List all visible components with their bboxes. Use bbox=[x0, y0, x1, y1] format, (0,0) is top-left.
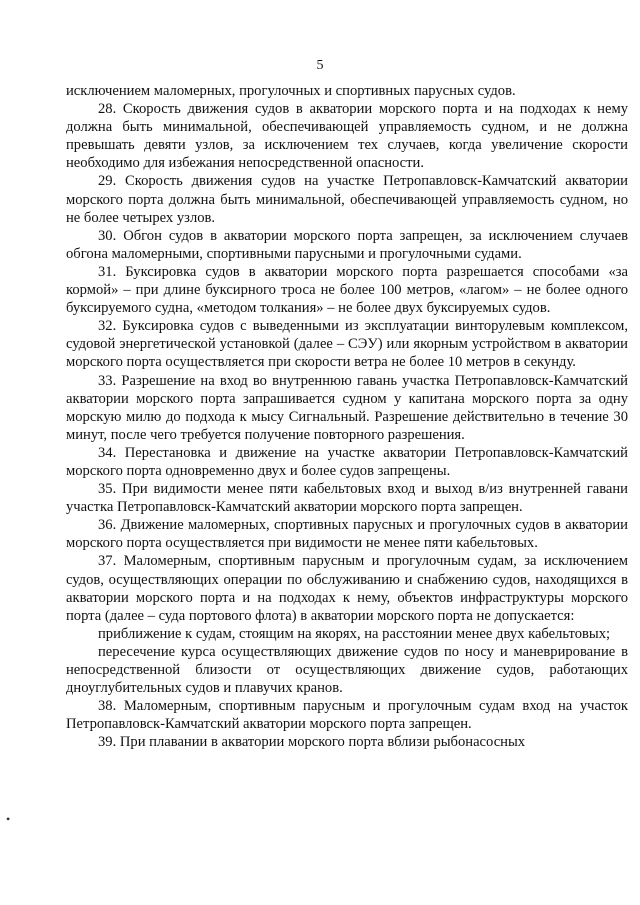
paragraph-37-item-2: пересечение курса осуществляющих движение судов по носу и маневрирование в непосредственной близости от осуществляющих движение судов, работающих дноуглубительных судов и плавучих кранов. bbox=[66, 643, 628, 697]
paragraph-28: 28. Скорость движения судов в акватории морского порта и на подходах к нему должна быть минимальной, обеспечивающей управляемость судном, и не должна превышать девяти узлов, за исключением тех случаев, когда увеличение скорости необходимо для избежания непосредственной опасности. bbox=[66, 101, 628, 172]
paragraph-36: 36. Движение маломерных, спортивных парусных и прогулочных судов в акватории морского порта осуществляется при видимости не менее пяти кабельтовых. bbox=[66, 517, 628, 552]
paragraph-35: 35. При видимости менее пяти кабельтовых вход и выход в/из внутренней гавани участка Петропавловск-Камчатский акватории морского порта запрещен. bbox=[66, 481, 628, 516]
paragraph-39: 39. При плавании в акватории морского порта вблизи рыбонасосных bbox=[98, 734, 526, 751]
paragraph-continuation: исключением маломерных, прогулочных и спортивных парусных судов. bbox=[66, 83, 516, 99]
paragraph-31: 31. Буксировка судов в акватории морского порта разрешается способами «за кормой» – при длине буксирного троса не более 100 метров, «лагом» – не более одного буксируемого судна, «методом толкания» – не более двух буксируемых судов. bbox=[66, 263, 628, 317]
paragraph-30: 30. Обгон судов в акватории морского порта запрещен, за исключением случаев обгона маломерными, спортивными парусными и прогулочными судами. bbox=[66, 227, 628, 262]
paragraph-29: 29. Скорость движения судов на участке Петропавловск-Камчатский акватории морского порта должна быть минимальной, обеспечивающей управляемость судном, но не более четырех узлов. bbox=[66, 173, 628, 226]
paragraph-32: 32. Буксировка судов с выведенными из эксплуатации винторулевым комплексом, судовой энергетической установкой (далее – СЭУ) или якорным устройством в акватории морского порта осуществляется при скорости ветра не более 10 метров в секунду. bbox=[66, 318, 628, 371]
document-body bbox=[66, 82, 628, 751]
scan-dot-mark: • bbox=[6, 812, 11, 826]
paragraph-33: 33. Разрешение на вход во внутреннюю гавань участка Петропавловск-Камчатский акватории морского порта запрашивается судном у капитана морского порта за одну морскую милю до подхода к мысу Сигнальный. Разрешение действительно в течение 30 минут, после чего требуется получение повторного разрешения. bbox=[66, 372, 628, 443]
page-number: 5 bbox=[316, 58, 324, 73]
paragraph-34: 34. Перестановка и движение на участке акватории Петропавловск-Камчатский морского порта одновременно двух и более судов запрещены. bbox=[66, 444, 628, 479]
paragraph-37: 37. Маломерным, спортивным парусным и прогулочным судам, за исключением судов, осуществляющих операции по обслуживанию и снабжению судов, находящихся в акватории морского порта и на подходах к нему, объектов инфраструктуры морского порта (далее – суда портового флота) в акватории морского порта не допускается: bbox=[66, 553, 628, 624]
paragraph-38: 38. Маломерным, спортивным парусным и прогулочным судам вход на участок Петропавловск-Камчатский акватории морского порта запрещен. bbox=[66, 698, 628, 733]
paragraph-37-item-1: приближение к судам, стоящим на якорях, на расстоянии менее двух кабельтовых; bbox=[98, 625, 611, 642]
